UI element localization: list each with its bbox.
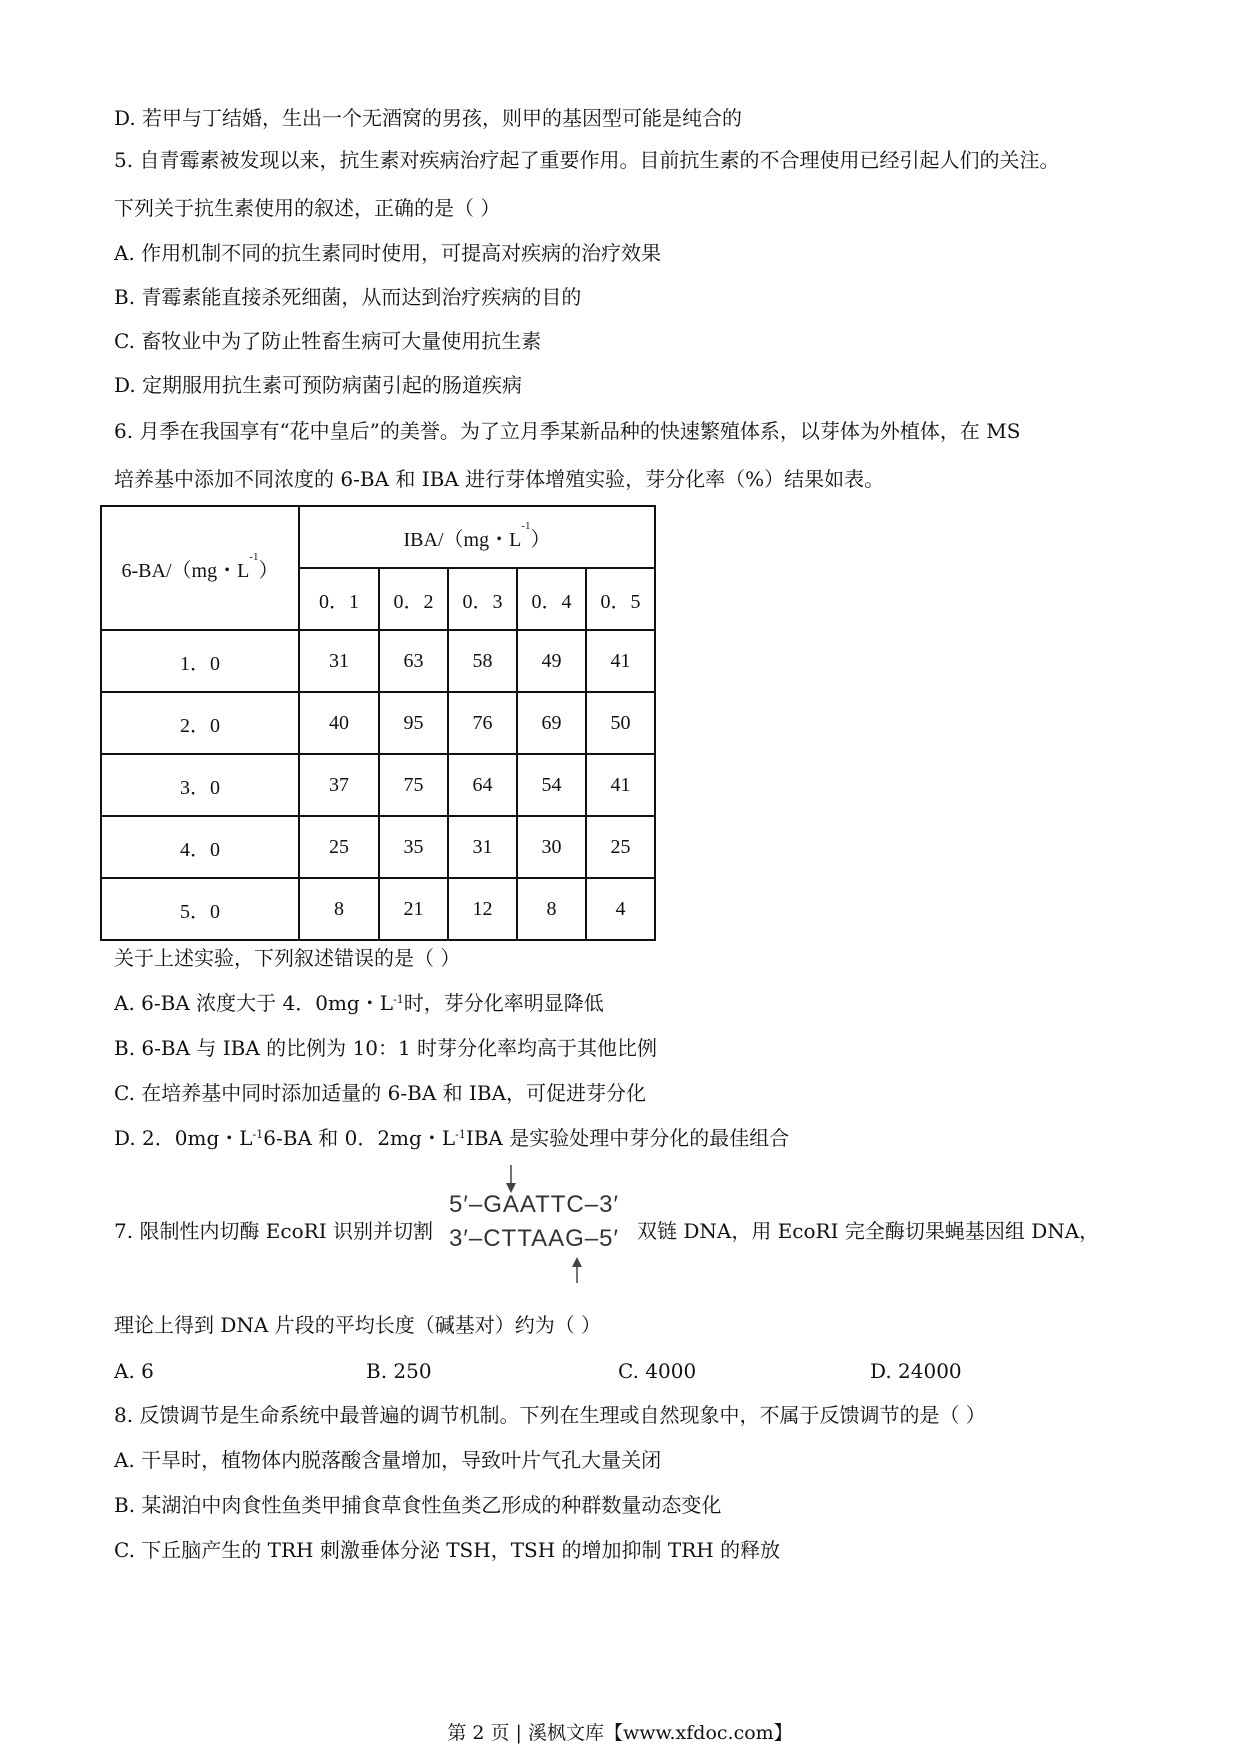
q8-option-b: B. 某湖泊中肉食性鱼类甲捕食草食性鱼类乙形成的种群数量动态变化	[114, 1493, 722, 1517]
q7-option-c: C. 4000	[618, 1359, 697, 1383]
q5-stem-line1: 5. 自青霉素被发现以来，抗生素对疾病治疗起了重要作用。目前抗生素的不合理使用已经引起人们的关注。	[114, 148, 1060, 172]
data-table	[100, 505, 656, 941]
q5-option-c: C. 畜牧业中为了防止牲畜生病可大量使用抗生素	[114, 329, 542, 353]
q8-option-a: A. 干旱时，植物体内脱落酸含量增加，导致叶片气孔大量关闭	[114, 1448, 662, 1472]
row-header-cell: 6-BA/（mg・$L^{-1}$）	[101, 506, 299, 630]
q6-stem-question: 关于上述实验，下列叙述错误的是（ ）	[114, 946, 461, 970]
table-cell: 21	[379, 878, 448, 940]
dna-bottom-strand: 3′–CTTAAG–5′	[449, 1225, 619, 1252]
col-header: 0．1	[299, 568, 379, 630]
q7-stem-line2: 理论上得到 DNA 片段的平均长度（碱基对）约为（ ）	[114, 1313, 602, 1337]
col-header: 0．4	[517, 568, 586, 630]
table-cell: 58	[448, 630, 517, 692]
cut-arrows-icon	[445, 1163, 635, 1285]
table-cell: 8	[299, 878, 379, 940]
table-cell: 75	[379, 754, 448, 816]
table-cell: 30	[517, 816, 586, 878]
q6-option-a: A. 6-BA 浓度大于 4．0mg・$L^{-1}$时，芽分化率明显降低	[114, 991, 604, 1015]
table-row	[101, 754, 655, 816]
page-footer: 第 2 页 | 溪枫文库【www.xfdoc.com】	[447, 1722, 793, 1744]
q6-stem-line1: 6. 月季在我国享有“花中皇后”的美誉。为了立月季某新品种的快速繁殖体系，以芽体为外植体，在 MS	[114, 419, 1021, 443]
col-header: 0．2	[379, 568, 448, 630]
q6-option-b: B. 6-BA 与 IBA 的比例为 10：1 时芽分化率均高于其他比例	[114, 1036, 658, 1060]
row-label: 1．0	[101, 630, 299, 692]
row-label: 2．0	[101, 692, 299, 754]
q7-stem-post: 双链 DNA，用 EcoRI 完全酶切果蝇基因组 DNA，	[637, 1219, 1100, 1243]
table-cell: 41	[586, 754, 655, 816]
table-row	[101, 630, 655, 692]
table-cell: 25	[299, 816, 379, 878]
table-cell: 31	[299, 630, 379, 692]
dna-top-strand: 5′–GAATTC–3′	[449, 1191, 619, 1218]
table-cell: 76	[448, 692, 517, 754]
q8-stem: 8. 反馈调节是生命系统中最普遍的调节机制。下列在生理或自然现象中，不属于反馈调节的是（ ）	[114, 1403, 986, 1427]
table-cell: 8	[517, 878, 586, 940]
table-cell: 25	[586, 816, 655, 878]
table-row	[101, 816, 655, 878]
dna-sequence-figure	[445, 1163, 635, 1285]
col-group-header: IBA/（mg・$L^{-1}$）	[299, 506, 655, 568]
table-cell: 4	[586, 878, 655, 940]
table-cell: 40	[299, 692, 379, 754]
table-cell: 69	[517, 692, 586, 754]
q7-stem-pre: 7. 限制性内切酶 EcoRI 识别并切割	[114, 1219, 433, 1243]
table-cell: 31	[448, 816, 517, 878]
table-cell: 54	[517, 754, 586, 816]
table-row	[101, 878, 655, 940]
q5-option-b: B. 青霉素能直接杀死细菌，从而达到治疗疾病的目的	[114, 285, 582, 309]
table-cell: 37	[299, 754, 379, 816]
q8-option-c: C. 下丘脑产生的 TRH 刺激垂体分泌 TSH，TSH 的增加抑制 TRH 的释放	[114, 1538, 781, 1562]
table-cell: 95	[379, 692, 448, 754]
table-row	[101, 692, 655, 754]
q5-stem-line2: 下列关于抗生素使用的叙述，正确的是（ ）	[114, 196, 501, 220]
row-label: 5．0	[101, 878, 299, 940]
q4-option-d: D. 若甲与丁结婚，生出一个无酒窝的男孩，则甲的基因型可能是纯合的	[114, 106, 743, 130]
table-cell: 63	[379, 630, 448, 692]
q7-option-d: D. 24000	[870, 1359, 962, 1383]
col-header: 0．5	[586, 568, 655, 630]
q6-stem-line2: 培养基中添加不同浓度的 6-BA 和 IBA 进行芽体增殖实验，芽分化率（%）结果如表。	[114, 467, 885, 491]
table-cell: 50	[586, 692, 655, 754]
q6-option-c: C. 在培养基中同时添加适量的 6-BA 和 IBA，可促进芽分化	[114, 1081, 647, 1105]
row-label: 4．0	[101, 816, 299, 878]
col-header: 0．3	[448, 568, 517, 630]
q5-option-d: D. 定期服用抗生素可预防病菌引起的肠道疾病	[114, 373, 523, 397]
q5-option-a: A. 作用机制不同的抗生素同时使用，可提高对疾病的治疗效果	[114, 241, 662, 265]
table-cell: 41	[586, 630, 655, 692]
row-label: 3．0	[101, 754, 299, 816]
table-cell: 49	[517, 630, 586, 692]
q7-option-a: A. 6	[114, 1359, 154, 1383]
table-cell: 35	[379, 816, 448, 878]
q6-option-d: D. 2．0mg・$L^{-1}6-BA$ 和 0．2mg・$L^{-1}IBA$ 是实验处理中芽分化的最佳组合	[114, 1126, 790, 1150]
q7-option-b: B. 250	[366, 1359, 432, 1383]
table-cell: 64	[448, 754, 517, 816]
table-cell: 12	[448, 878, 517, 940]
